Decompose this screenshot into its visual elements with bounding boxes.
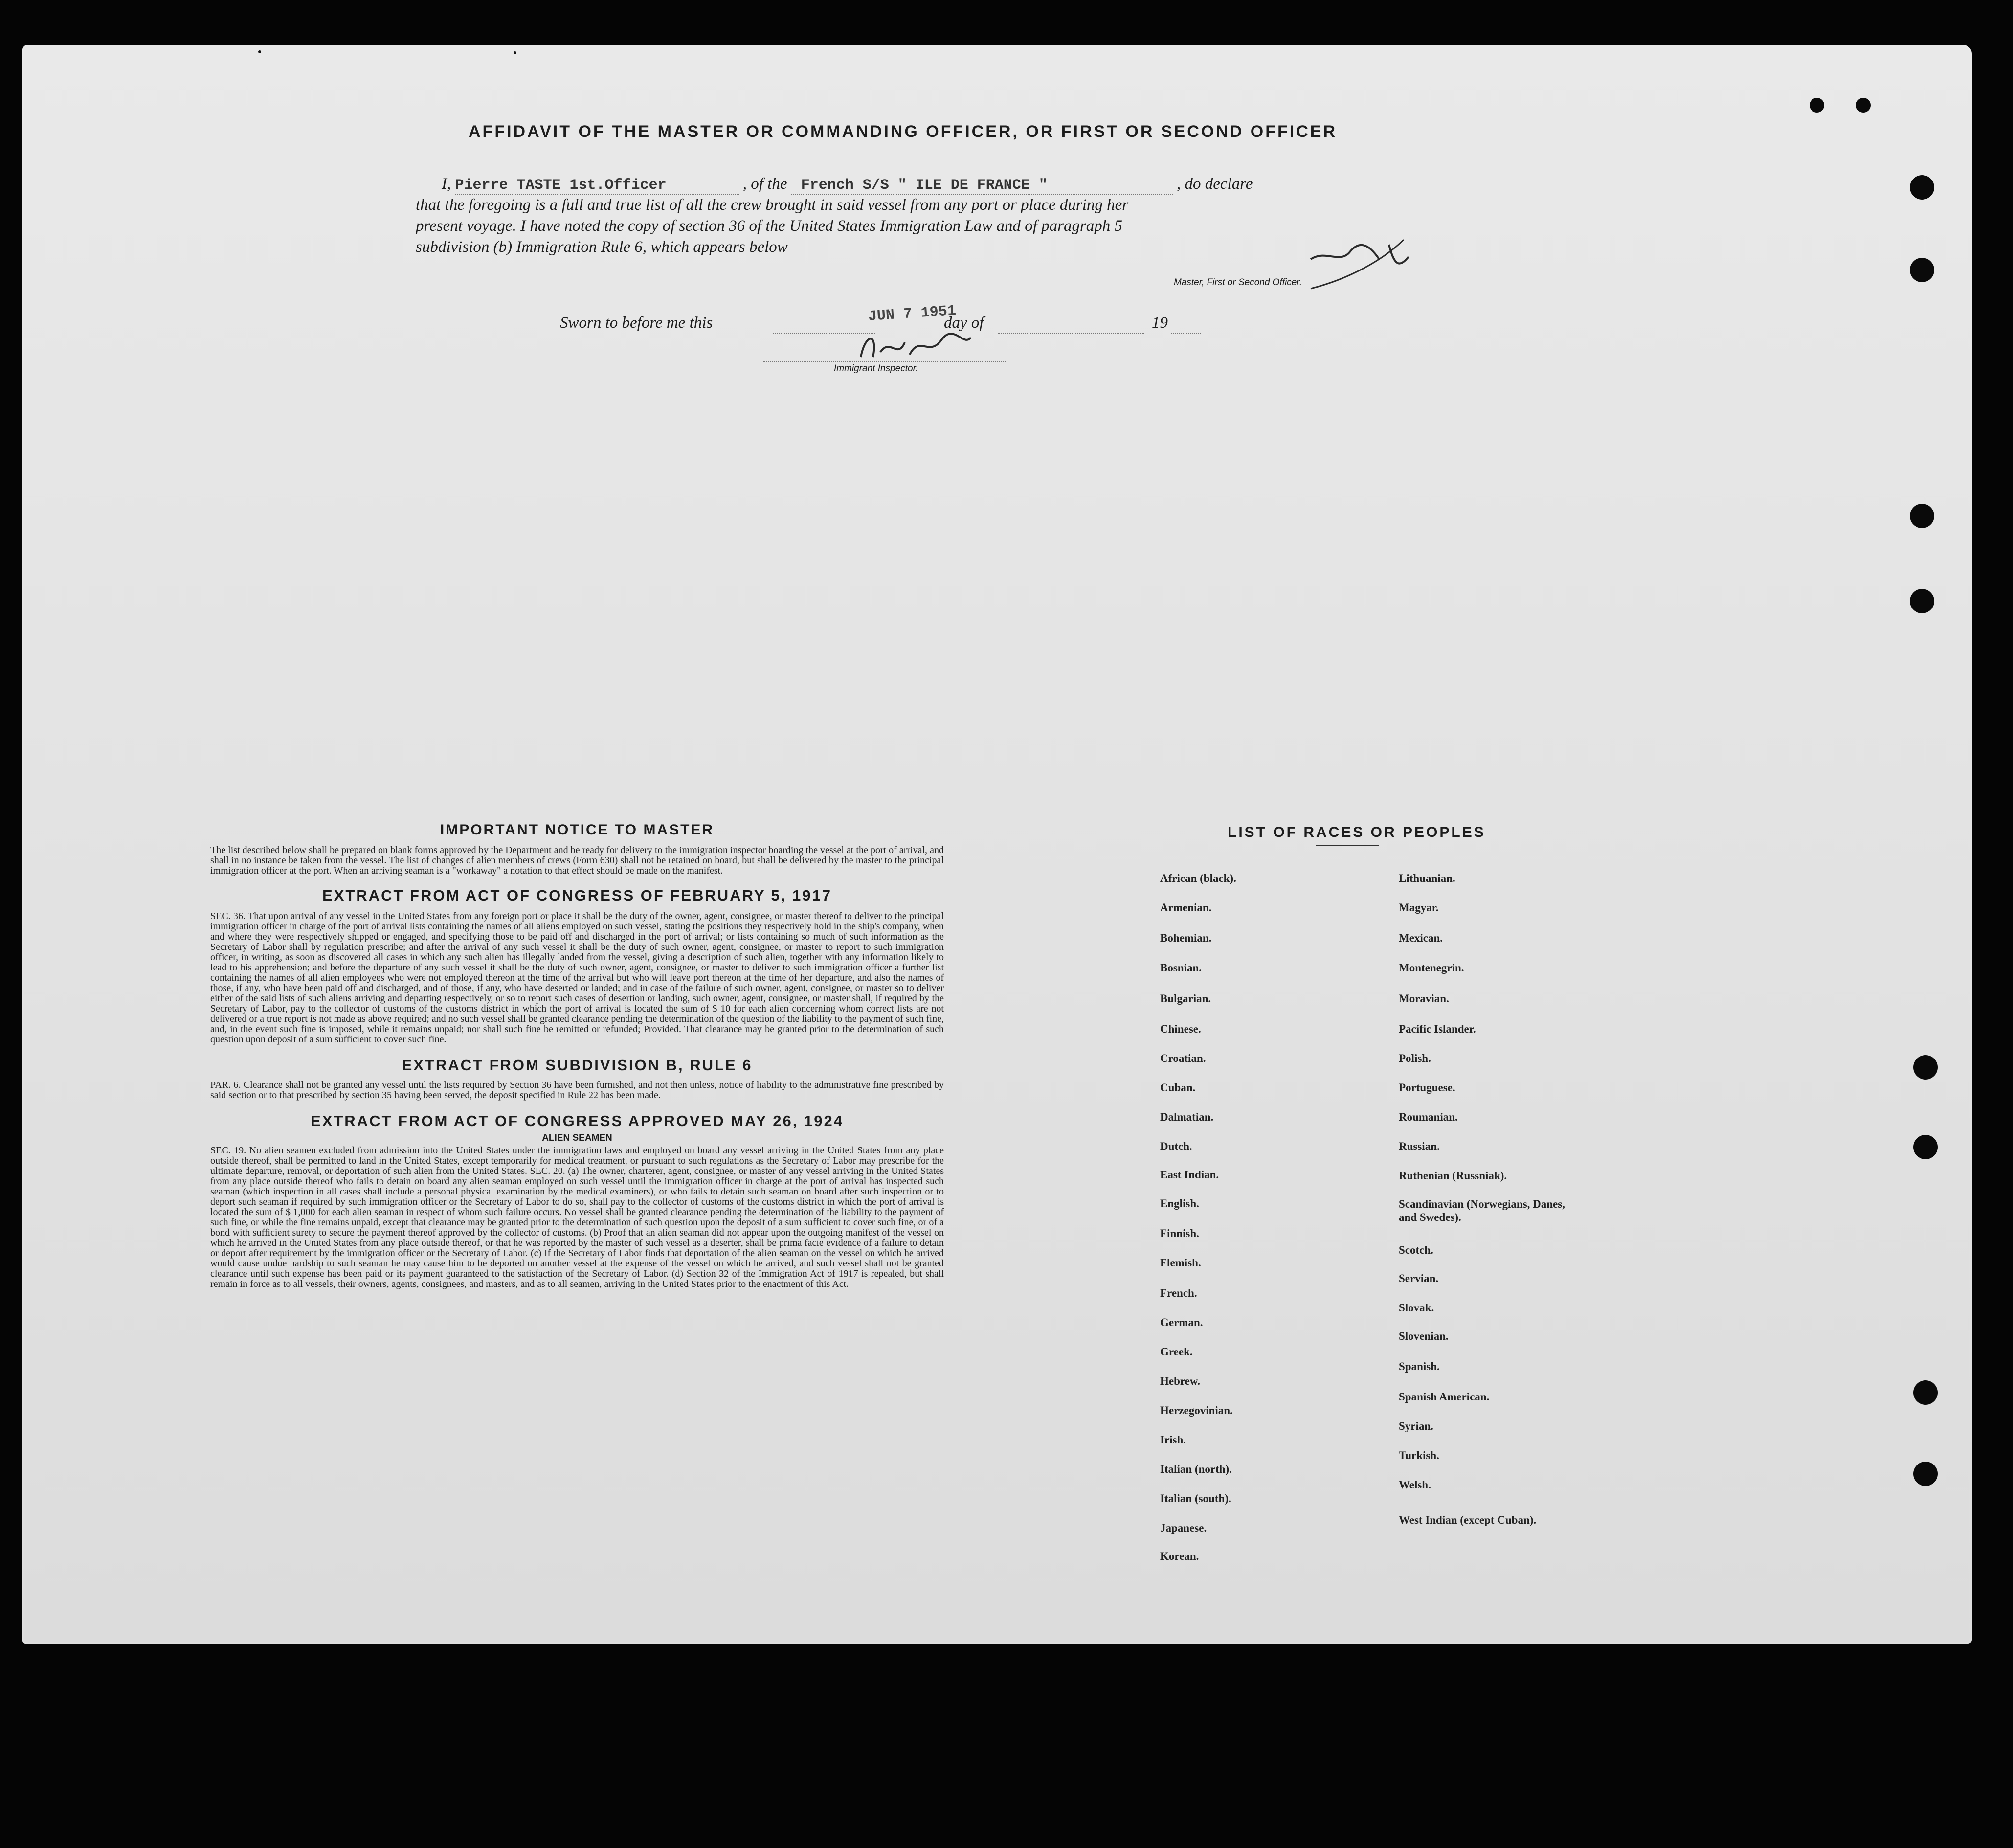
race-item: Dalmatian. bbox=[1160, 1111, 1214, 1123]
punch-hole bbox=[1910, 589, 1934, 613]
speck bbox=[258, 50, 261, 53]
extract-1917-text: SEC. 36. That upon arrival of any vessel in the United States from any foreign port or place it shall be the duty of the owner, agent, consignee, or master thereof to deliver to the principal immigration officer in charge of the port of arrival lists containing the names of all aliens employed on such vessel, stating the positions they respectively hold in the ship's company, when and where they were respectively shipped or engaged, and specifying those to be paid off and discharged in the port of arrival; or lists containing so much of such information as the Secretary of Labor shall by regulation prescribe; and after the arrival of any such vessel it shall be the duty of such owner, agent, consignee, or master to report to such immigration officer, in writing, as soon as discovered all cases in which any such alien has illegally landed from the vessel, giving a description of such alien, together with any information likely to lead to his apprehension; and before the departure of any such vessel it shall be the duty of such owner, agent, consignee, or master to deliver to such immigration officer a further list containing the names of all alien employees who were not employed thereon at the time of the arrival but who will leave port thereon at the time of her departure, and also the names of those, if any, who have been paid off and discharged, and of those, if any, who have deserted or landed; and in case of the failure of such owner, agent, consignee, or master so to deliver either of the said lists of such aliens arriving and departing respectively, or so to report such cases of desertion or landing, such owner, agent, consignee, or master shall, if required by the Secretary of Labor, pay to the collector of customs of the customs district in which the port of arrival is located the sum of $ 10 for each alien concerning whom correct lists are not delivered or a true report is not made as above required; and no such vessel shall be granted clearance pending the determination of the question of the liability to the payment of such fine, and, in the event such fine is imposed, while it remains unpaid; nor shall such fine be remitted or refunded; Provided. That clearance may be granted prior to the determination of such question upon deposit of a sum sufficient to cover such fine. bbox=[210, 911, 944, 1045]
vessel-field: French S/S " ILE DE FRANCE " bbox=[791, 177, 1173, 195]
race-item: Magyar. bbox=[1399, 901, 1439, 914]
race-item: Herzegovinian. bbox=[1160, 1404, 1233, 1417]
race-item: Slovak. bbox=[1399, 1302, 1434, 1314]
race-item: Mexican. bbox=[1399, 932, 1443, 944]
race-item: Montenegrin. bbox=[1399, 962, 1464, 974]
race-item: Lithuanian. bbox=[1399, 872, 1455, 884]
punch-hole bbox=[1910, 175, 1934, 200]
sworn-label: Sworn to before me this bbox=[560, 314, 713, 332]
declarant-field: Pierre TASTE 1st.Officer bbox=[455, 177, 739, 195]
race-item: Hebrew. bbox=[1160, 1375, 1200, 1387]
year-prefix: 19 bbox=[1152, 314, 1168, 332]
affidavit-line-3: present voyage. I have noted the copy of section 36 of the United States Immigration Law and of paragraph 5 bbox=[416, 217, 1123, 235]
race-item: French. bbox=[1160, 1287, 1197, 1299]
race-item: Bohemian. bbox=[1160, 932, 1212, 944]
sworn-year-blank bbox=[1171, 333, 1201, 334]
race-item: Bulgarian. bbox=[1160, 992, 1211, 1005]
notice-text: The list described below shall be prepared on blank forms approved by the Department and be ready for delivery to the immigration inspector boarding the vessel at the port of arrival, and shall in no instance be taken from the vessel. The list of changes of alien members of crews (Form 630) shall not be retained on board, but shall be delivered by the master to the principal immigration officer at the port. When an arriving seaman is a "workaway" a notation to that effect should be made on the manifest. bbox=[210, 845, 944, 876]
race-item: African (black). bbox=[1160, 872, 1236, 884]
race-item: Welsh. bbox=[1399, 1479, 1431, 1491]
race-item: Roumanian. bbox=[1399, 1111, 1458, 1123]
race-item: Flemish. bbox=[1160, 1257, 1201, 1269]
affidavit-title: AFFIDAVIT OF THE MASTER OR COMMANDING OFFICER, OR FIRST OR SECOND OFFICER bbox=[469, 122, 1337, 141]
race-item: Armenian. bbox=[1160, 901, 1212, 914]
race-item: Syrian. bbox=[1399, 1420, 1433, 1432]
race-item: Scotch. bbox=[1399, 1244, 1433, 1256]
race-item: English. bbox=[1160, 1197, 1199, 1210]
punch-hole bbox=[1913, 1380, 1938, 1405]
race-item: Cuban. bbox=[1160, 1082, 1196, 1094]
inspector-caption: Immigrant Inspector. bbox=[834, 363, 918, 374]
punch-hole bbox=[1910, 504, 1934, 528]
extract-rule6-title: EXTRACT FROM SUBDIVISION B, RULE 6 bbox=[402, 1057, 753, 1074]
sworn-month-blank bbox=[998, 333, 1144, 334]
affidavit-line-4: subdivision (b) Immigration Rule 6, which appears below bbox=[416, 238, 788, 256]
extract-1924-text: SEC. 19. No alien seamen excluded from admission into the United States under the immigration laws and employed on board any vessel arriving in the United States from any place outside thereof, shall be permitted to land in the United States, except temporarily for medical treatment, or pursuant to such regulations as the Secretary of Labor may prescribe for the ultimate departure, removal, or deportation of such alien from the United States. SEC. 20. (a) The owner, charterer, agent, consignee, or master of any vessel arriving in the United States from any place outside thereof who fails to detain on board any alien seaman employed on such vessel until the immigration officer in charge at the port of arrival has inspected such seaman (which inspection in all cases shall include a personal physical examination by the medical examiners), or who fails to detain such seaman on board after such inspection or to deport such seaman if required by such immigration officer or the Secretary of Labor to do so, shall pay to the collector of customs of the customs district in which the port of arrival is located the sum of $ 1,000 for each alien seaman in respect of whom such failure occurs. No vessel shall be granted clearance pending the determination of the liability to the payment of such fine, or while the fine remains unpaid, except that clearance may be granted prior to the determination of such question upon the deposit of a sum sufficient to cover such fine, or of a bond with sufficient surety to secure the payment thereof approved by the collector of customs. (b) Proof that an alien seaman did not appear upon the outgoing manifest of the vessel on which he arrived in the United States from any place outside thereof, or that he was reported by the master of such vessel as a deserter, shall be prima facie evidence of a failure to detain or deport after requirement by the immigration officer or the Secretary of Labor. (c) If the Secretary of Labor finds that deportation of the alien seaman on the vessel on which he arrived would cause undue hardship to such seaman he may cause him to be deported on another vessel at the expense of the vessel on which he arrived, and such vessel shall not be granted clearance until such expense has been paid or its payment guaranteed to the satisfaction of the Secretary of Labor. (d) Section 32 of the Immigration Act of 1917 is repealed, but shall remain in force as to all vessels, their owners, agents, consignees, and masters, and as to all seamen, arriving in the United States prior to the enactment of this Act. bbox=[210, 1145, 944, 1289]
race-item: Korean. bbox=[1160, 1550, 1199, 1562]
race-item: Polish. bbox=[1399, 1052, 1431, 1064]
officer-caption: Master, First or Second Officer. bbox=[1174, 277, 1302, 288]
race-item: East Indian. bbox=[1160, 1169, 1219, 1181]
affidavit-line-1 bbox=[442, 175, 1253, 195]
punch-hole bbox=[1856, 98, 1871, 113]
race-item: German. bbox=[1160, 1316, 1203, 1329]
punch-hole bbox=[1913, 1135, 1938, 1159]
notice-title: IMPORTANT NOTICE TO MASTER bbox=[440, 822, 715, 838]
extract-1924-title: EXTRACT FROM ACT OF CONGRESS APPROVED MAY 26, 1924 bbox=[311, 1112, 844, 1129]
race-item: Finnish. bbox=[1160, 1227, 1199, 1240]
race-item: Turkish. bbox=[1399, 1449, 1439, 1462]
race-item: Croatian. bbox=[1160, 1052, 1206, 1064]
inspector-line bbox=[763, 361, 1007, 362]
punch-hole bbox=[1810, 98, 1824, 113]
race-item: Greek. bbox=[1160, 1346, 1193, 1358]
race-item: Pacific Islander. bbox=[1399, 1023, 1476, 1035]
race-item: Portuguese. bbox=[1399, 1082, 1455, 1094]
date-stamp: JUN 7 1951 bbox=[868, 302, 957, 326]
races-title: LIST OF RACES OR PEOPLES bbox=[1228, 824, 1486, 840]
extract-1917-title: EXTRACT FROM ACT OF CONGRESS OF FEBRUARY 5, 1917 bbox=[322, 887, 832, 904]
race-item: Scandinavian (Norwegians, Danes, and Swedes). bbox=[1399, 1198, 1565, 1223]
of-the-label: , of the bbox=[742, 175, 787, 193]
race-item: Japanese. bbox=[1160, 1522, 1207, 1534]
notice-column bbox=[210, 822, 944, 1289]
punch-hole bbox=[1913, 1462, 1938, 1486]
punch-hole bbox=[1910, 258, 1934, 282]
race-item: Servian. bbox=[1399, 1272, 1439, 1285]
alien-seamen-subtitle: ALIEN SEAMEN bbox=[542, 1133, 612, 1143]
race-item: Chinese. bbox=[1160, 1023, 1201, 1035]
race-item: Ruthenian (Russniak). bbox=[1399, 1170, 1507, 1182]
races-title-rule bbox=[1316, 845, 1379, 846]
race-item: Spanish American. bbox=[1399, 1391, 1490, 1403]
day-of-label: day of bbox=[944, 314, 984, 332]
affidavit-i: I, bbox=[442, 175, 451, 193]
officer-signature bbox=[1164, 230, 1409, 303]
speck bbox=[514, 51, 516, 54]
race-item: Spanish. bbox=[1399, 1360, 1440, 1373]
race-item: Moravian. bbox=[1399, 992, 1449, 1005]
inspector-signature bbox=[851, 323, 978, 367]
do-declare-label: , do declare bbox=[1176, 175, 1253, 193]
race-item: Italian (north). bbox=[1160, 1463, 1232, 1475]
extract-rule6-text: PAR. 6. Clearance shall not be granted any vessel until the lists required by Section 36 have been furnished, and not then unless, notice of liability to the administrative fine prescribed by said section or to that prescribed by section 35 having been served, the deposit specified in Rule 22 has been made. bbox=[210, 1080, 944, 1101]
race-item: Bosnian. bbox=[1160, 962, 1202, 974]
race-item: Russian. bbox=[1399, 1140, 1440, 1152]
race-item: Dutch. bbox=[1160, 1140, 1192, 1152]
race-item: Slovenian. bbox=[1399, 1330, 1449, 1342]
punch-hole bbox=[1913, 1055, 1938, 1080]
race-item: Irish. bbox=[1160, 1434, 1186, 1446]
race-item: West Indian (except Cuban). bbox=[1399, 1514, 1537, 1526]
affidavit-line-2: that the foregoing is a full and true list of all the crew brought in said vessel from any port or place during her bbox=[416, 196, 1129, 214]
race-item: Italian (south). bbox=[1160, 1492, 1231, 1505]
